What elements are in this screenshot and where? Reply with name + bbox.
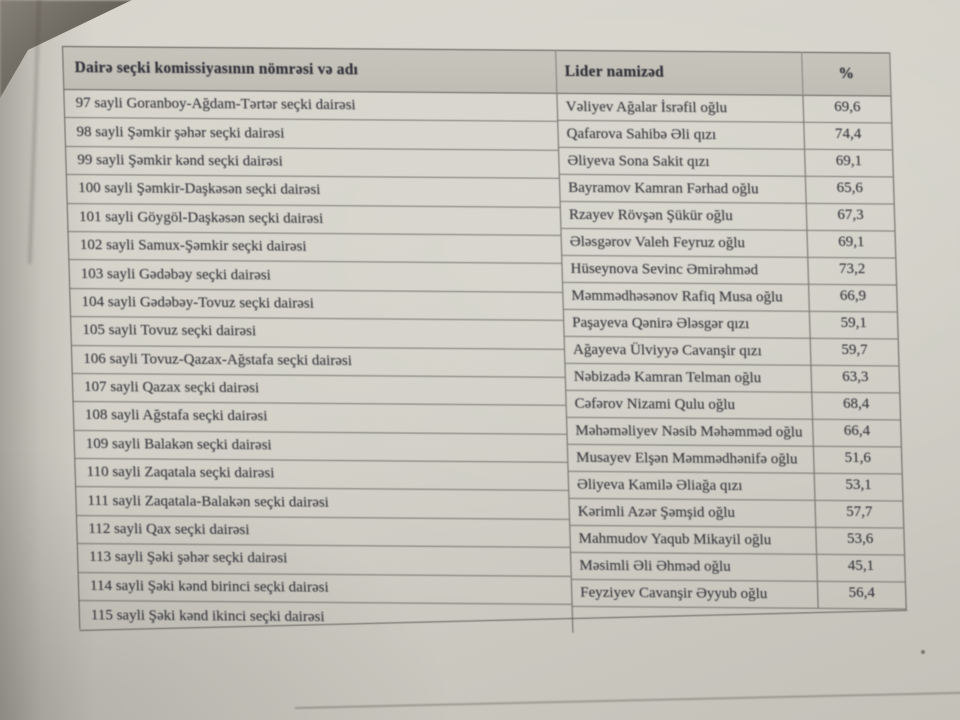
district-cell: 114 sayli Şəki kənd birinci seçki dairəsi: [79, 573, 572, 605]
leader-cell: Musayev Elşən Məmmədhənifə oğlu: [568, 445, 814, 474]
district-cell: 105 sayli Tovuz seçki dairəsi: [71, 317, 564, 349]
column-header-percent: %: [802, 52, 890, 97]
percent-cell: 59,7: [811, 339, 899, 367]
leader-cell: Əliyeva Kamilə Əliağa qızı: [569, 472, 815, 501]
leader-cell: Məhəməliyev Nəsib Məhəmməd oğlu: [567, 418, 813, 447]
percent-cell: 69,1: [805, 150, 893, 178]
district-cell: 113 sayli Şəki şəhər seçki dairəsi: [78, 544, 571, 576]
leader-cell: Vəliyev Ağalar İsrəfil oğlu: [557, 94, 803, 123]
percent-cell: 45,1: [817, 555, 905, 583]
leader-cell: Ələsgərov Valeh Feyruz oğlu: [561, 229, 807, 258]
column-header-leader: Lider namizəd: [556, 50, 802, 96]
district-cell: 102 sayli Samux-Şəmkir seçki dairəsi: [69, 232, 562, 264]
paper-bottom-edge: [295, 691, 960, 709]
leader-cell: Nəbizadə Kamran Telman oğlu: [565, 364, 811, 393]
percent-cell: 57,7: [815, 501, 903, 529]
leader-cell: Əliyeva Sona Sakit qızı: [559, 148, 805, 177]
leader-cell: Bayramov Kamran Fərhad oğlu: [560, 175, 806, 204]
percent-cell: 67,3: [807, 204, 895, 232]
percent-cell: 69,6: [803, 96, 891, 124]
leader-cell: Ağayeva Ülviyyə Cavanşir qızı: [565, 337, 811, 366]
percent-cell: 51,6: [814, 447, 902, 475]
percent-cell: 74,4: [804, 123, 892, 151]
district-column: [62, 46, 573, 633]
percent-cell: 53,6: [816, 528, 904, 556]
leader-cell: Feyziyev Cavanşir Əyyub oğlu: [572, 580, 818, 609]
district-cell: 103 sayli Gədəbəy seçki dairəsi: [69, 260, 562, 292]
leader-cell: Məmmədhəsənov Rafiq Musa oğlu: [563, 283, 809, 312]
leader-cell: Kərimli Azər Şəmşid oğlu: [569, 499, 815, 528]
leader-cell: Hüseynova Sevinc Əmirəhməd: [562, 256, 808, 285]
district-cell: 104 sayli Gədəbəy-Tovuz seçki dairəsi: [70, 289, 563, 321]
percent-cell: 66,9: [809, 285, 897, 313]
leader-cell: Mahmudov Yaqub Mikayil oğlu: [570, 526, 816, 555]
district-cell: 99 sayli Şəmkir kənd seçki dairəsi: [66, 147, 559, 179]
percent-cell: 56,4: [818, 582, 906, 610]
percent-cell: 66,4: [813, 420, 901, 448]
district-cell: 112 sayli Qax seçki dairəsi: [77, 516, 570, 548]
leader-cell: Rzayev Rövşən Şükür oğlu: [561, 202, 807, 231]
percent-cell: 63,3: [811, 366, 899, 394]
results-table: [62, 46, 908, 641]
leader-cell: Məsimli Əli Əhməd oğlu: [571, 553, 817, 582]
district-cell: 106 sayli Tovuz-Qazax-Ağstafa seçki dairəsi: [72, 346, 565, 378]
dust-speck: [921, 650, 925, 654]
leader-cell: Cəfərov Nizami Qulu oğlu: [566, 391, 812, 420]
leader-cell: Qafarova Sahibə Əli qızı: [558, 121, 804, 150]
percent-column: [802, 52, 907, 610]
percent-cell: 53,1: [815, 474, 903, 502]
leader-cell: Paşayeva Qənirə Ələsgər qızı: [564, 310, 810, 339]
district-cell: 111 sayli Zaqatala-Balakən seçki dairəsi: [76, 487, 569, 519]
column-header-district: Dairə seçki komissiyasının nömrəsi və adı: [63, 46, 556, 94]
district-cell: 101 sayli Göygöl-Daşkəsən seçki dairəsi: [68, 204, 561, 236]
district-cell: 97 sayli Goranboy-Ağdam-Tərtər seçki dairəsi: [64, 90, 557, 122]
district-cell: 115 sayli Şəki kənd ikinci seçki dairəsi: [90, 606, 325, 625]
percent-cell: 69,1: [807, 231, 895, 259]
district-cell: 110 sayli Zaqatala seçki dairəsi: [75, 459, 568, 491]
district-cell: 98 sayli Şəmkir şəhər seçki dairəsi: [65, 118, 558, 150]
percent-cell: 65,6: [806, 177, 894, 205]
leader-column: [556, 50, 819, 609]
district-cell: 100 sayli Şəmkir-Daşkəsən seçki dairəsi: [67, 175, 560, 207]
percent-cell: 73,2: [808, 258, 896, 286]
percent-cell: 59,1: [810, 312, 898, 340]
district-cell: 109 sayli Balakən seçki dairəsi: [74, 431, 567, 463]
district-cell: 108 sayli Ağstafa seçki dairəsi: [74, 402, 567, 434]
percent-cell: 68,4: [812, 393, 900, 421]
district-cell: 107 sayli Qazax seçki dairəsi: [73, 374, 566, 406]
